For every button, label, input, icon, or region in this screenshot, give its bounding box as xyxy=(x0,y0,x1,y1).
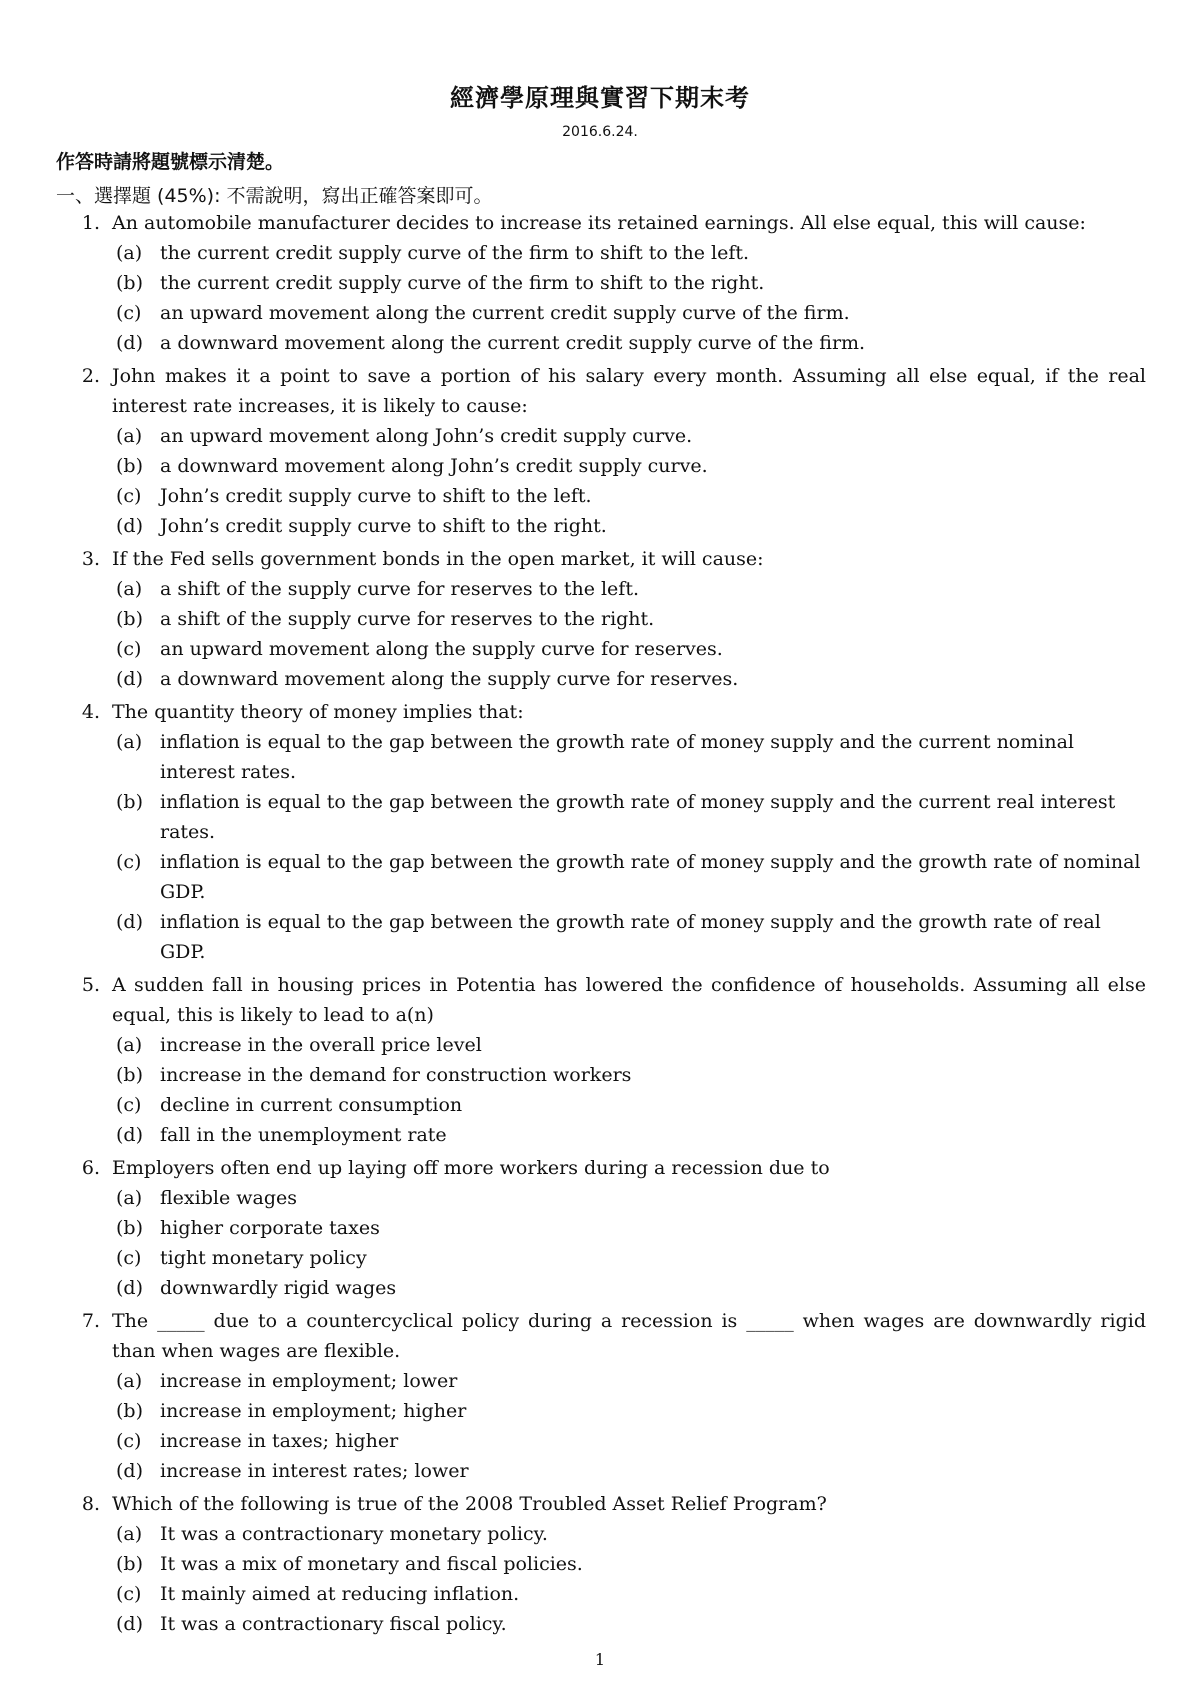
option-text: It was a mix of monetary and fiscal policies. xyxy=(160,1553,583,1575)
question-item xyxy=(56,1153,1146,1303)
option-text: tight monetary policy xyxy=(160,1247,367,1269)
option-text: a downward movement along John’s credit supply curve. xyxy=(160,455,708,477)
answer-option xyxy=(56,907,1146,967)
answer-option xyxy=(56,511,1146,541)
answer-option xyxy=(56,1609,1146,1639)
option-label: (b) xyxy=(116,1553,143,1575)
answer-option xyxy=(56,664,1146,694)
option-label: (d) xyxy=(116,515,143,537)
page-number: 1 xyxy=(594,1650,606,1669)
option-label: (c) xyxy=(116,1430,142,1452)
option-text: a downward movement along the current credit supply curve of the firm. xyxy=(160,332,866,354)
section-heading: 一、選擇題 (45%): 不需說明，寫出正確答案即可。 xyxy=(56,185,493,207)
option-label: (c) xyxy=(116,1583,142,1605)
answer-option xyxy=(56,574,1146,604)
option-label: (c) xyxy=(116,1247,142,1269)
option-text: decline in current consumption xyxy=(160,1094,463,1116)
option-text: John’s credit supply curve to shift to the left. xyxy=(160,485,592,507)
option-label: (d) xyxy=(116,1613,143,1635)
option-text: increase in the overall price level xyxy=(160,1034,482,1056)
option-label: (a) xyxy=(116,1370,143,1392)
option-label: (b) xyxy=(116,1064,143,1086)
option-label: (b) xyxy=(116,1400,143,1422)
option-label: (a) xyxy=(116,1034,143,1056)
option-text: increase in employment; higher xyxy=(160,1400,467,1422)
answer-option xyxy=(56,1183,1146,1213)
option-label: (b) xyxy=(116,791,143,813)
answer-option xyxy=(56,727,1146,787)
option-text: It was a contractionary fiscal policy. xyxy=(160,1613,507,1635)
option-label: (b) xyxy=(116,1217,143,1239)
option-text: It mainly aimed at reducing inflation. xyxy=(160,1583,520,1605)
question-item xyxy=(56,697,1146,967)
option-label: (a) xyxy=(116,578,143,600)
option-label: (d) xyxy=(116,668,143,690)
answer-option xyxy=(56,421,1146,451)
option-text: increase in the demand for construction workers xyxy=(160,1064,632,1086)
option-label: (c) xyxy=(116,638,142,660)
option-text: inflation is equal to the gap between the growth rate of money supply and the current nominal interest rates. xyxy=(160,731,1074,783)
answer-option xyxy=(56,1213,1146,1243)
answer-option xyxy=(56,1549,1146,1579)
answer-instruction: 作答時請將題號標示清楚。 xyxy=(56,151,285,173)
question-text: If the Fed sells government bonds in the open market, it will cause: xyxy=(112,548,764,570)
question-text: The _____ due to a countercyclical policy during a recession is _____ when wages are downwardly rigid than when wages are flexible. xyxy=(112,1310,1146,1362)
question-number: 7. xyxy=(81,1310,100,1332)
answer-option xyxy=(56,1426,1146,1456)
option-text: John’s credit supply curve to shift to the right. xyxy=(160,515,607,537)
answer-option xyxy=(56,1090,1146,1120)
question-text: John makes it a point to save a portion of his salary every month. Assuming all else equal, if the real interest rate increases, it is likely to cause: xyxy=(112,365,1146,417)
option-text: increase in employment; lower xyxy=(160,1370,458,1392)
option-label: (b) xyxy=(116,608,143,630)
option-text: an upward movement along the current credit supply curve of the firm. xyxy=(160,302,850,324)
option-text: downwardly rigid wages xyxy=(160,1277,397,1299)
answer-option xyxy=(56,1519,1146,1549)
option-text: inflation is equal to the gap between the growth rate of money supply and the growth rate of real GDP. xyxy=(160,911,1101,963)
option-text: a shift of the supply curve for reserves to the right. xyxy=(160,608,655,630)
option-text: the current credit supply curve of the firm to shift to the left. xyxy=(160,242,750,264)
question-number: 3. xyxy=(81,548,100,570)
option-label: (a) xyxy=(116,1187,143,1209)
answer-option xyxy=(56,328,1146,358)
option-label: (b) xyxy=(116,272,143,294)
question-item xyxy=(56,1489,1146,1639)
answer-option xyxy=(56,1120,1146,1150)
option-text: inflation is equal to the gap between the growth rate of money supply and the current real interest rates. xyxy=(160,791,1116,843)
answer-option xyxy=(56,1060,1146,1090)
question-text: The quantity theory of money implies that: xyxy=(112,701,524,723)
question-text: An automobile manufacturer decides to increase its retained earnings. All else equal, this will cause: xyxy=(112,212,1086,234)
option-text: flexible wages xyxy=(160,1187,297,1209)
answer-option xyxy=(56,1366,1146,1396)
question-number: 6. xyxy=(81,1157,100,1179)
question-item xyxy=(56,1306,1146,1486)
option-text: the current credit supply curve of the firm to shift to the right. xyxy=(160,272,765,294)
answer-option xyxy=(56,298,1146,328)
option-text: increase in taxes; higher xyxy=(160,1430,399,1452)
option-label: (d) xyxy=(116,1460,143,1482)
answer-option xyxy=(56,1396,1146,1426)
exam-date: 2016.6.24. xyxy=(562,124,638,140)
answer-option xyxy=(56,1030,1146,1060)
option-text: It was a contractionary monetary policy. xyxy=(160,1523,548,1545)
answer-option xyxy=(56,604,1146,634)
answer-option xyxy=(56,1243,1146,1273)
option-label: (a) xyxy=(116,425,143,447)
option-label: (a) xyxy=(116,731,143,753)
question-number: 8. xyxy=(81,1493,100,1515)
option-text: increase in interest rates; lower xyxy=(160,1460,469,1482)
exam-title: 經濟學原理與實習下期末考 xyxy=(450,84,750,112)
question-item xyxy=(56,208,1146,358)
option-label: (d) xyxy=(116,332,143,354)
question-number: 2. xyxy=(81,365,100,387)
option-text: inflation is equal to the gap between the growth rate of money supply and the growth rate of nominal GDP. xyxy=(160,851,1141,903)
question-list xyxy=(56,208,1146,1642)
option-text: an upward movement along the supply curve for reserves. xyxy=(160,638,723,660)
option-text: a shift of the supply curve for reserves to the left. xyxy=(160,578,640,600)
option-label: (c) xyxy=(116,1094,142,1116)
answer-option xyxy=(56,268,1146,298)
option-label: (d) xyxy=(116,1277,143,1299)
question-text: Employers often end up laying off more workers during a recession due to xyxy=(112,1157,830,1179)
option-label: (a) xyxy=(116,242,143,264)
answer-option xyxy=(56,481,1146,511)
answer-option xyxy=(56,451,1146,481)
option-label: (d) xyxy=(116,911,143,933)
option-label: (d) xyxy=(116,1124,143,1146)
question-item xyxy=(56,361,1146,541)
answer-option xyxy=(56,847,1146,907)
option-label: (a) xyxy=(116,1523,143,1545)
question-text: Which of the following is true of the 2008 Troubled Asset Relief Program? xyxy=(112,1493,827,1515)
option-text: a downward movement along the supply curve for reserves. xyxy=(160,668,739,690)
option-label: (c) xyxy=(116,485,142,507)
question-number: 5. xyxy=(81,974,100,996)
option-text: an upward movement along John’s credit supply curve. xyxy=(160,425,693,447)
answer-option xyxy=(56,1273,1146,1303)
answer-option xyxy=(56,787,1146,847)
answer-option xyxy=(56,238,1146,268)
option-label: (b) xyxy=(116,455,143,477)
question-number: 4. xyxy=(81,701,100,723)
option-label: (c) xyxy=(116,851,142,873)
option-text: fall in the unemployment rate xyxy=(160,1124,447,1146)
option-label: (c) xyxy=(116,302,142,324)
question-item xyxy=(56,970,1146,1150)
answer-option xyxy=(56,634,1146,664)
question-text: A sudden fall in housing prices in Potentia has lowered the confidence of households. Assuming all else equal, this is likely to lead to a(n) xyxy=(112,974,1146,1026)
option-text: higher corporate taxes xyxy=(160,1217,380,1239)
question-item xyxy=(56,544,1146,694)
answer-option xyxy=(56,1456,1146,1486)
question-number: 1. xyxy=(81,212,100,234)
answer-option xyxy=(56,1579,1146,1609)
